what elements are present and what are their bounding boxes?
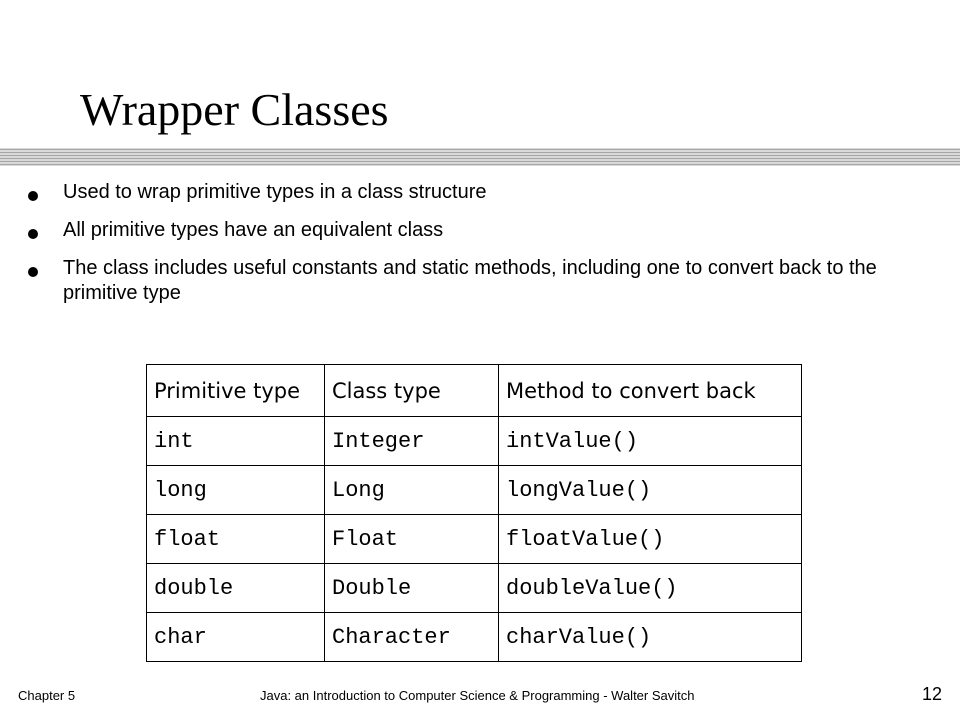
table-row (147, 466, 802, 515)
bullet-text: All primitive types have an equivalent class (63, 219, 444, 241)
footer-course: Java: an Introduction to Computer Science & Programming - Walter Savitch (260, 688, 695, 703)
bullet-item (28, 256, 928, 306)
table-row (147, 417, 802, 466)
footer-page-number: 12 (921, 684, 942, 704)
bullet-text: Used to wrap primitive types in a class structure (63, 181, 487, 203)
table-row (147, 515, 802, 564)
header-primitive-type: Primitive type (147, 365, 325, 417)
class-cell: Float (325, 515, 499, 564)
primitive-cell: int (147, 417, 325, 466)
bullet-item (28, 180, 928, 205)
class-cell: Character (325, 613, 499, 662)
bullet-dot-icon (28, 267, 38, 277)
table-header-row (147, 365, 802, 417)
title-divider (0, 148, 960, 166)
method-cell: floatValue() (499, 515, 802, 564)
method-cell: doubleValue() (499, 564, 802, 613)
wrapper-class-table (146, 364, 802, 662)
bullet-dot-icon (28, 191, 38, 201)
class-cell: Double (325, 564, 499, 613)
bullet-dot-icon (28, 229, 38, 239)
method-cell: longValue() (499, 466, 802, 515)
primitive-cell: double (147, 564, 325, 613)
class-cell: Integer (325, 417, 499, 466)
bullet-item (28, 218, 928, 243)
class-cell: Long (325, 466, 499, 515)
table-row (147, 564, 802, 613)
slide-title: Wrapper Classes (80, 84, 389, 135)
bullet-list (28, 180, 928, 319)
method-cell: charValue() (499, 613, 802, 662)
table-row (147, 613, 802, 662)
primitive-cell: float (147, 515, 325, 564)
header-method-to-convert-back: Method to convert back (499, 365, 802, 417)
method-cell: intValue() (499, 417, 802, 466)
header-class-type: Class type (325, 365, 499, 417)
footer-chapter: Chapter 5 (18, 688, 76, 703)
primitive-cell: char (147, 613, 325, 662)
bullet-text: The class includes useful constants and static methods, including one to convert back to the primitive type (63, 257, 877, 304)
primitive-cell: long (147, 466, 325, 515)
